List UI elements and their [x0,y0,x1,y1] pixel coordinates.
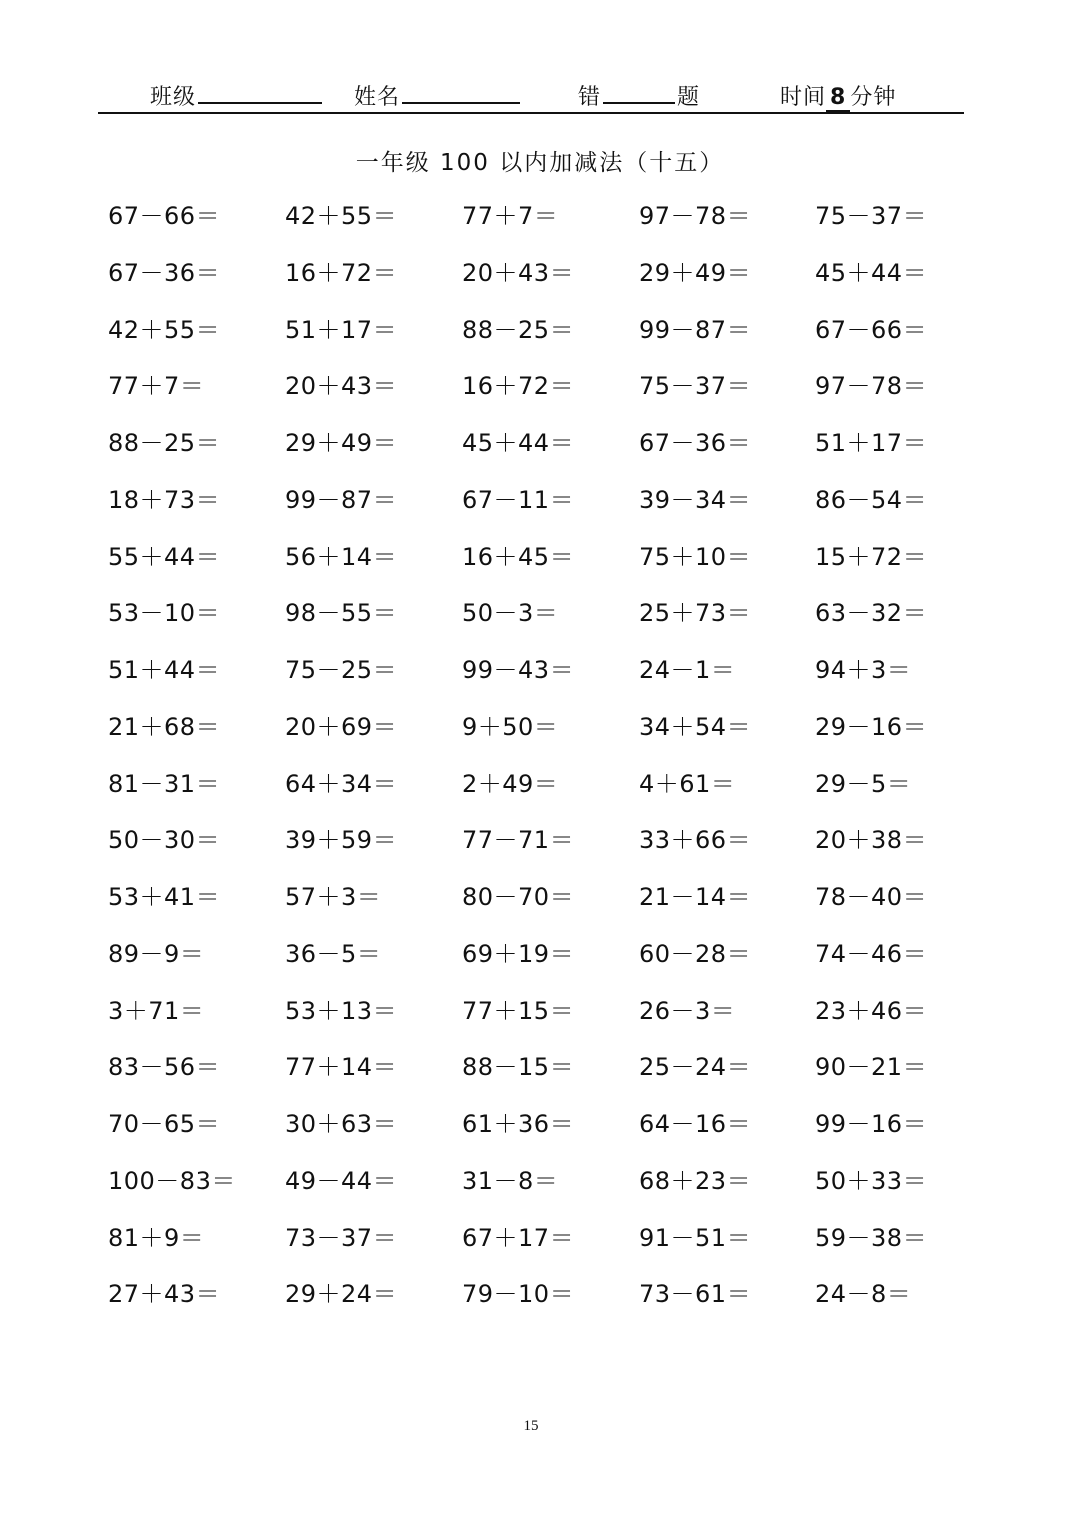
problem-cell: 50－30＝ [108,826,221,855]
problem-cell: 61＋36＝ [462,1110,575,1138]
time-value: 8 [826,85,850,112]
problem-cell: 29－16＝ [815,712,928,741]
wrong-suffix: 题 [677,85,701,110]
problem-cell: 39－34＝ [639,485,752,514]
problem-cell: 81＋9＝ [108,1223,205,1252]
problem-cell: 67＋17＝ [462,1223,575,1252]
problem-cell: 29＋49＝ [639,258,752,287]
problem-cell: 36－5＝ [285,939,382,968]
problem-cell: 77－71＝ [462,826,575,855]
problem-cell: 53＋41＝ [108,883,221,911]
wrong-label: 错 [578,85,602,110]
problem-cell: 77＋15＝ [462,996,575,1025]
problem-cell: 67－36＝ [108,258,221,287]
name-blank[interactable] [402,84,520,104]
problem-cell: 25－24＝ [639,1053,752,1082]
problem-cell: 75－25＝ [285,656,398,684]
problem-cell: 83－56＝ [108,1053,221,1082]
problem-cell: 4＋61＝ [639,769,736,798]
problem-cell: 50＋33＝ [815,1166,928,1195]
problem-cell: 53－10＝ [108,599,221,628]
problem-cell: 67－36＝ [639,429,752,457]
problem-cell: 20＋69＝ [285,712,398,741]
problem-cell: 60－28＝ [639,939,752,968]
problem-cell: 20＋43＝ [285,372,398,401]
wrong-count-field [578,80,700,111]
problem-cell: 99－43＝ [462,656,575,684]
problem-cell: 26－3＝ [639,996,736,1025]
problem-cell: 2＋49＝ [462,769,559,798]
problem-cell: 99－87＝ [639,315,752,344]
problem-cell: 74－46＝ [815,939,928,968]
problem-cell: 73－61＝ [639,1280,752,1309]
problem-cell: 21＋68＝ [108,712,221,741]
problem-cell: 15＋72＝ [815,542,928,571]
problem-cell: 78－40＝ [815,883,928,911]
problem-cell: 86－54＝ [815,485,928,514]
problem-cell: 79－10＝ [462,1280,575,1309]
problem-cell: 31－8＝ [462,1166,559,1195]
problem-cell: 99－87＝ [285,485,398,514]
problem-cell: 80－70＝ [462,883,575,911]
problem-cell: 42＋55＝ [108,315,221,344]
problem-cell: 16＋72＝ [462,372,575,401]
problem-cell: 88－15＝ [462,1053,575,1082]
problem-cell: 88－25＝ [462,315,575,344]
problem-cell: 29＋49＝ [285,429,398,457]
problem-cell: 45＋44＝ [815,258,928,287]
problem-cell: 75－37＝ [639,372,752,401]
problem-grid [108,196,988,1331]
problem-cell: 20＋38＝ [815,826,928,855]
problem-cell: 89－9＝ [108,939,205,968]
problem-cell: 91－51＝ [639,1223,752,1252]
problem-cell: 64－16＝ [639,1110,752,1138]
class-label: 班级 [150,85,197,110]
problem-cell: 50－3＝ [462,599,559,628]
name-field [354,80,522,111]
problem-cell: 81－31＝ [108,769,221,798]
problem-cell: 56＋14＝ [285,542,398,571]
problem-cell: 24－8＝ [815,1280,912,1309]
problem-cell: 45＋44＝ [462,429,575,457]
problem-cell: 73－37＝ [285,1223,398,1252]
problem-cell: 25＋73＝ [639,599,752,628]
problem-cell: 64＋34＝ [285,769,398,798]
problem-cell: 75＋10＝ [639,542,752,571]
problem-cell: 67－66＝ [815,315,928,344]
class-blank[interactable] [198,84,322,104]
time-label: 时间 [780,85,827,110]
worksheet-header [98,76,964,114]
time-field [780,80,896,112]
problem-cell: 67－66＝ [108,202,221,230]
problem-cell: 51＋44＝ [108,656,221,684]
problem-cell: 3＋71＝ [108,996,205,1025]
problem-cell: 21－14＝ [639,883,752,911]
problem-cell: 59－38＝ [815,1223,928,1252]
problem-cell: 34＋54＝ [639,712,752,741]
problem-cell: 77＋7＝ [108,372,205,401]
problem-cell: 67－11＝ [462,485,575,514]
problem-cell: 33＋66＝ [639,826,752,855]
problem-cell: 100－83＝ [108,1166,236,1195]
problem-cell: 53＋13＝ [285,996,398,1025]
class-field [150,80,324,111]
problem-cell: 57＋3＝ [285,883,382,911]
problem-cell: 55＋44＝ [108,542,221,571]
problem-cell: 68＋23＝ [639,1166,752,1195]
problem-cell: 97－78＝ [815,372,928,401]
problem-cell: 27＋43＝ [108,1280,221,1309]
problem-cell: 20＋43＝ [462,258,575,287]
problem-cell: 24－1＝ [639,656,736,684]
problem-cell: 29－5＝ [815,769,912,798]
problem-cell: 97－78＝ [639,202,752,230]
problem-cell: 30＋63＝ [285,1110,398,1138]
problem-cell: 42＋55＝ [285,202,398,230]
problem-cell: 39＋59＝ [285,826,398,855]
problem-cell: 70－65＝ [108,1110,221,1138]
page-number: 15 [523,1418,539,1434]
problem-cell: 51＋17＝ [815,429,928,457]
wrong-count-blank[interactable] [603,84,675,104]
problem-cell: 16＋72＝ [285,258,398,287]
problem-cell: 9＋50＝ [462,712,559,741]
problem-cell: 88－25＝ [108,429,221,457]
time-unit: 分钟 [850,85,897,110]
problem-cell: 77＋7＝ [462,202,559,230]
problem-cell: 94＋3＝ [815,656,912,684]
problem-cell: 51＋17＝ [285,315,398,344]
problem-cell: 18＋73＝ [108,485,221,514]
problem-cell: 29＋24＝ [285,1280,398,1309]
problem-cell: 23＋46＝ [815,996,928,1025]
problem-cell: 63－32＝ [815,599,928,628]
problem-cell: 90－21＝ [815,1053,928,1082]
problem-cell: 75－37＝ [815,202,928,230]
problem-cell: 98－55＝ [285,599,398,628]
problem-cell: 99－16＝ [815,1110,928,1138]
problem-cell: 77＋14＝ [285,1053,398,1082]
problem-cell: 69＋19＝ [462,939,575,968]
problem-cell: 49－44＝ [285,1166,398,1195]
name-label: 姓名 [354,85,401,110]
problem-cell: 16＋45＝ [462,542,575,571]
worksheet-title: 一年级 100 以内加减法（十五） [355,150,725,176]
